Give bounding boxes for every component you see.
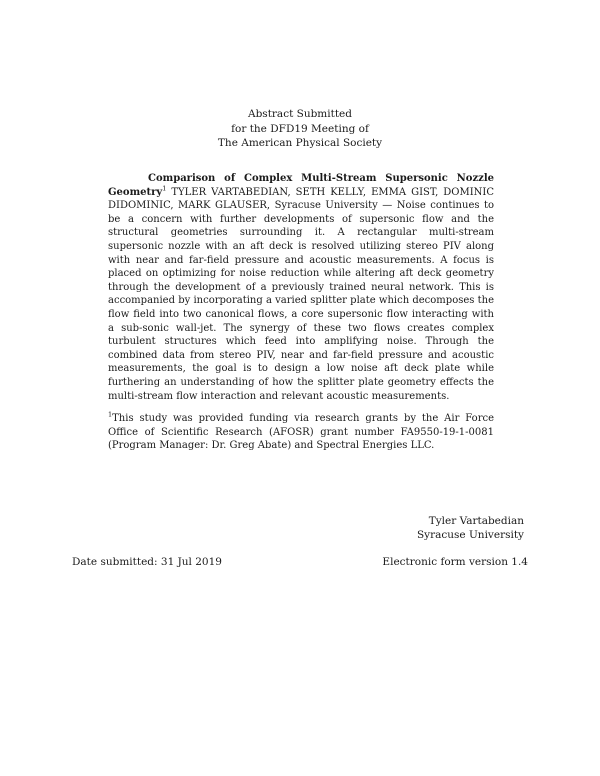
funding-footnote bbox=[108, 412, 494, 453]
author-separator: — bbox=[377, 200, 397, 212]
header-line-3: The American Physical Society bbox=[217, 137, 383, 149]
abstract-body: Noise continues to be a concern with further developments of supersonic flow and the structural geometries surrounding it. A rectangular multi-stream supersonic nozzle with an aft deck is resolved utilizing stereo PIV along with near and far-field pressure and acoustic measurements. A focus is placed on optimizing for noise reduction while altering aft deck geometry through the development of a previously trained neural network. This is accompanied by incorporating a varied splitter plate which decomposes the flow field into two canonical flows, a core supersonic flow interacting with a sub-sonic wall-jet. The synergy of these two flows creates complex turbulent structures which feed into amplifying noise. Through the combined data from stereo PIV, near and far-field pressure and acoustic measurements, the goal is to design a low noise aft deck plate while furthering an understanding of how the splitter plate geometry effects the multi-stream flow interaction and relevant acoustic measurements. bbox=[108, 200, 495, 402]
footnote-marker: 1 bbox=[108, 410, 113, 419]
submission-header bbox=[0, 107, 600, 151]
submitter-name: Tyler Vartabedian bbox=[428, 515, 524, 527]
date-submitted: Date submitted: 31 Jul 2019 bbox=[72, 556, 222, 568]
form-version: Electronic form version 1.4 bbox=[382, 556, 528, 568]
submitter-signature bbox=[417, 514, 524, 542]
footnote-reference: 1 bbox=[162, 184, 167, 193]
footnote-text: This study was provided funding via research grants by the Air Force Office of Scientific Research (AFOSR) grant number FA9550-19-1-0081 (Program Manager: Dr. Greg Abate) and Spectral Energies LLC. bbox=[108, 413, 494, 452]
author-list: TYLER VARTABEDIAN, SETH KELLY, EMMA GIST, DOMINIC DIDOMINIC, MARK GLAUSER, Syracuse University bbox=[108, 186, 494, 212]
submitter-affiliation: Syracuse University bbox=[416, 529, 524, 541]
header-line-1: Abstract Submitted bbox=[248, 108, 352, 120]
abstract-paragraph bbox=[108, 172, 494, 403]
abstract-section bbox=[108, 172, 494, 453]
header-line-2: for the DFD19 Meeting of bbox=[231, 122, 369, 135]
abstract-title: Comparison of Complex Multi-Stream Supersonic Nozzle Geometry bbox=[108, 173, 494, 198]
